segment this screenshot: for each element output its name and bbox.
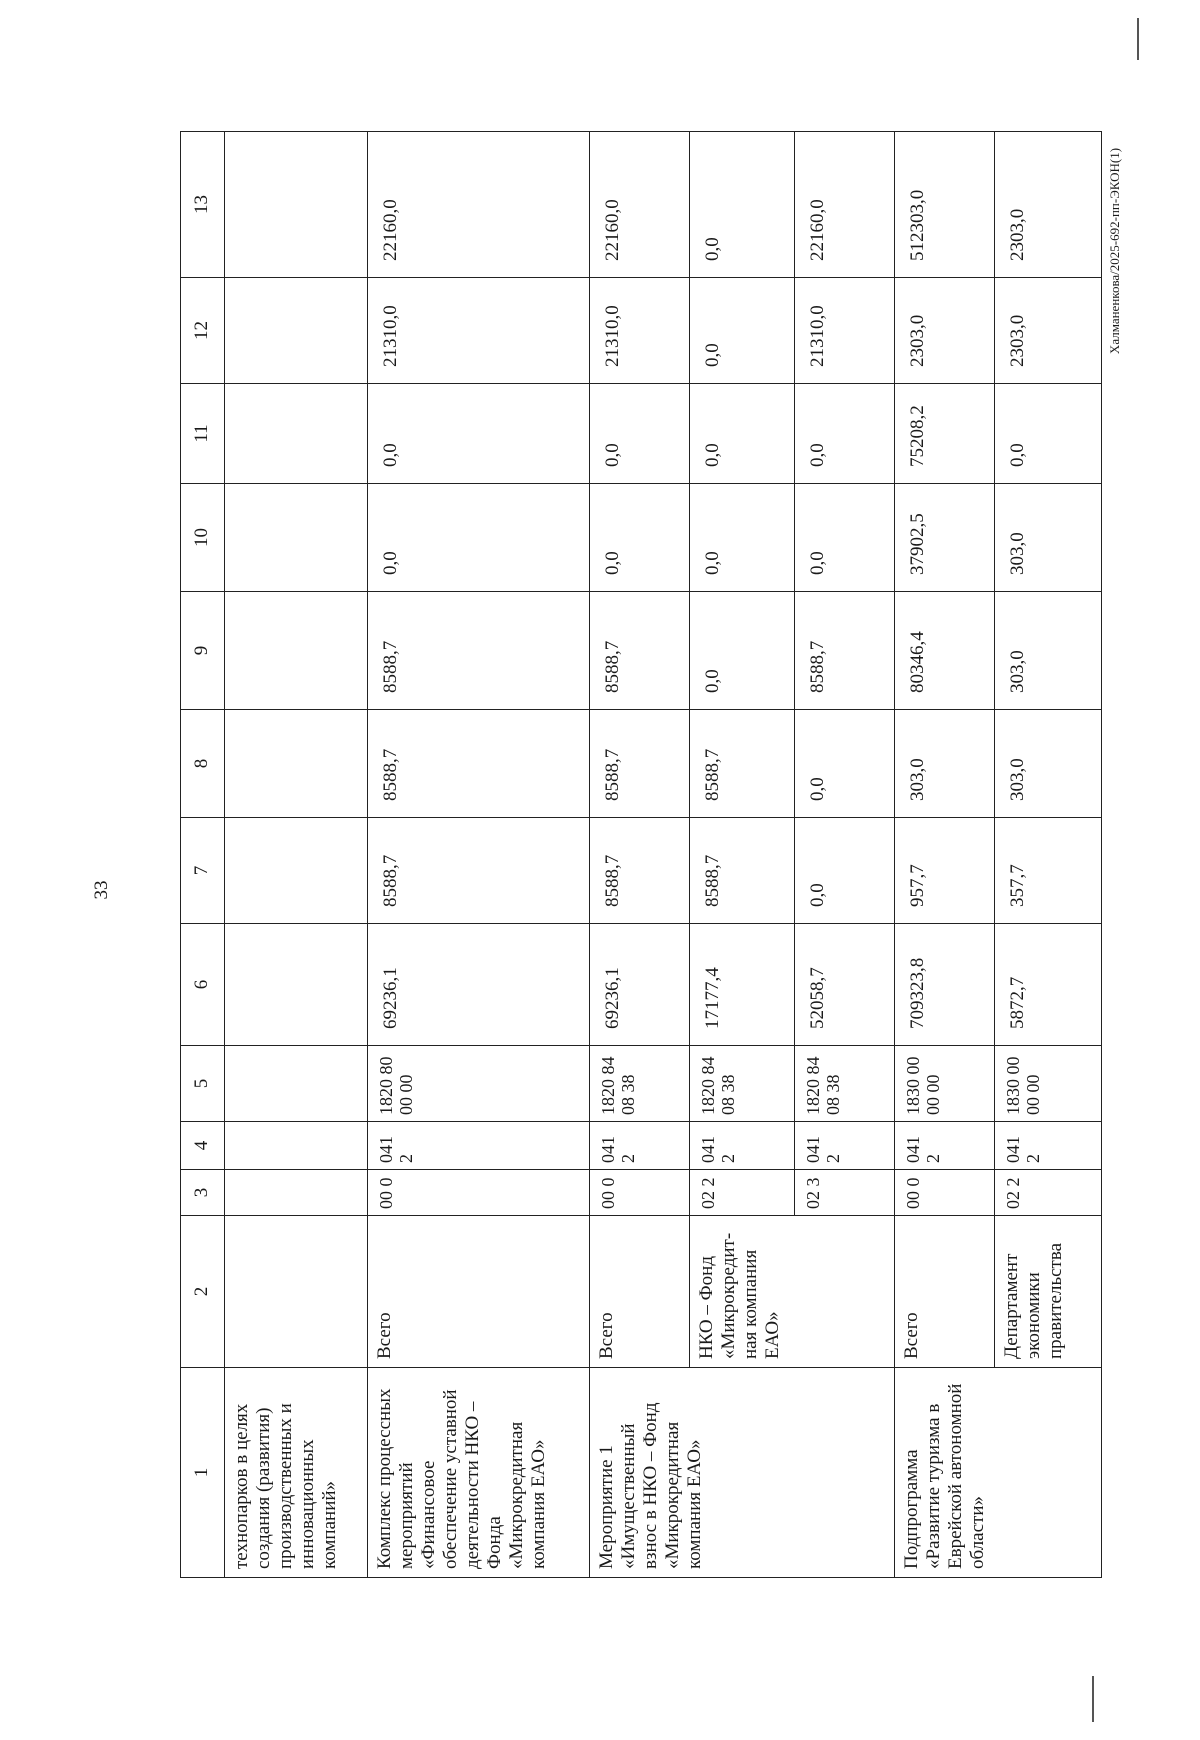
table-cell: 69236,1 [589,924,689,1046]
table-cell: 8588,7 [589,710,689,818]
table-cell: 0,0 [690,132,795,278]
table-cell: 709323,8 [894,924,994,1046]
table-cell: 303,0 [894,710,994,818]
table-cell: 22160,0 [589,132,689,278]
table-cell: 041 2 [690,1122,795,1170]
header-row [181,132,225,1578]
footer-reference: Халманенкова/2025-692-пп-ЭКОН(1) [1107,147,1122,355]
table-cell: Департамент экономики правительства [995,1216,1102,1368]
table-cell: 2303,0 [995,278,1102,384]
table-cell: 21310,0 [794,278,894,384]
table-cell: 00 0 [894,1170,994,1216]
header-cell: 12 [181,278,225,384]
header-cell: 3 [181,1170,225,1216]
table-cell: 02 2 [995,1170,1102,1216]
table-cell: 0,0 [690,484,795,592]
table-cell: 0,0 [794,384,894,484]
table-cell: 1820 8000 00 [367,1046,589,1122]
table-cell: 75208,2 [894,384,994,484]
table-cell: 2303,0 [995,132,1102,278]
table-cell: 957,7 [894,818,994,924]
table-cell: 17177,4 [690,924,795,1046]
table-cell: 8588,7 [690,818,795,924]
table-cell [224,1046,367,1122]
header-cell: 5 [181,1046,225,1122]
header-cell: 2 [181,1216,225,1368]
table-cell: 0,0 [690,278,795,384]
table-cell: 5872,7 [995,924,1102,1046]
budget-table-rotated [180,132,1102,1578]
table-cell: 8588,7 [367,592,589,710]
table-cell: 0,0 [690,592,795,710]
table-cell [224,1170,367,1216]
table-row [894,132,994,1578]
table-cell: 303,0 [995,710,1102,818]
table-cell: 22160,0 [367,132,589,278]
row-title-cell: Подпрограмма «Развитие туризма в Еврейской автономной области» [894,1368,1101,1578]
table-cell: 0,0 [690,384,795,484]
table-cell: 02 3 [794,1170,894,1216]
header-cell: 1 [181,1368,225,1578]
table-cell: 1820 8408 38 [690,1046,795,1122]
table-cell: 21310,0 [367,278,589,384]
table-cell [224,710,367,818]
table-cell: 041 2 [995,1122,1102,1170]
table-cell: 303,0 [995,592,1102,710]
header-cell: 10 [181,484,225,592]
table-row [995,132,1102,1578]
table-row [367,132,589,1578]
table-cell [224,1122,367,1170]
table-row [224,132,367,1578]
table-cell: 041 2 [794,1122,894,1170]
header-cell: 7 [181,818,225,924]
row-title-cell: технопарков в целях создания (развития) производственных и инновационных компаний» [224,1368,367,1578]
table-row [690,132,795,1578]
table-cell: 041 2 [589,1122,689,1170]
table-cell: 1820 8408 38 [794,1046,894,1122]
table-cell [224,484,367,592]
table-cell: Всего [367,1216,589,1368]
table-cell: 37902,5 [894,484,994,592]
table-cell [224,278,367,384]
header-cell: 11 [181,384,225,484]
page-number: 33 [91,880,112,900]
header-cell: 8 [181,710,225,818]
table-cell [224,592,367,710]
table-cell: 0,0 [589,484,689,592]
table-cell: 00 0 [367,1170,589,1216]
table-cell: 00 0 [589,1170,689,1216]
table-cell: 8588,7 [794,592,894,710]
table-cell: 80346,4 [894,592,994,710]
table-cell [224,384,367,484]
scan-mark-top [1137,18,1139,60]
header-cell: 13 [181,132,225,278]
table-cell: Всего [894,1216,994,1368]
table-cell: Всего [589,1216,689,1368]
header-cell: 9 [181,592,225,710]
table-cell: 52058,7 [794,924,894,1046]
row-title-cell: Комплекс процессных мероприятий «Финансовое обеспечение уставной деятельности НКО – Фонда «Микрокредитная компания ЕАО» [367,1368,589,1578]
table-cell: 0,0 [794,484,894,592]
table-cell: 0,0 [367,384,589,484]
table-cell: 69236,1 [367,924,589,1046]
table-cell: 0,0 [367,484,589,592]
table-cell: 8588,7 [690,710,795,818]
table-cell: 041 2 [894,1122,994,1170]
table-cell: 2303,0 [894,278,994,384]
table-cell: 357,7 [995,818,1102,924]
row-title-cell: Мероприятие 1 «Имущественный взнос в НКО – Фонд «Микрокредитная компания ЕАО» [589,1368,894,1578]
table-cell: 8588,7 [589,818,689,924]
table-cell: 303,0 [995,484,1102,592]
table-cell [224,132,367,278]
table-row [589,132,689,1578]
table-cell: 1830 0000 00 [894,1046,994,1122]
table-cell: 0,0 [794,818,894,924]
table-cell: 512303,0 [894,132,994,278]
table-cell: 22160,0 [794,132,894,278]
budget-table [180,131,1102,1578]
table-cell: 0,0 [589,384,689,484]
table-cell [224,924,367,1046]
table-cell: 8588,7 [589,592,689,710]
scan-mark-bottom [1092,1676,1094,1722]
table-cell: 8588,7 [367,710,589,818]
table-cell: 041 2 [367,1122,589,1170]
table-cell: 0,0 [995,384,1102,484]
table-cell: 02 2 [690,1170,795,1216]
header-cell: 6 [181,924,225,1046]
table-cell: НКО – Фонд «Микрокредит-ная компания ЕАО» [690,1216,895,1368]
table-cell: 8588,7 [367,818,589,924]
table-cell: 21310,0 [589,278,689,384]
table-cell [224,818,367,924]
table-cell: 0,0 [794,710,894,818]
table-cell: 1830 0000 00 [995,1046,1102,1122]
table-cell [224,1216,367,1368]
header-cell: 4 [181,1122,225,1170]
table-cell: 1820 8408 38 [589,1046,689,1122]
